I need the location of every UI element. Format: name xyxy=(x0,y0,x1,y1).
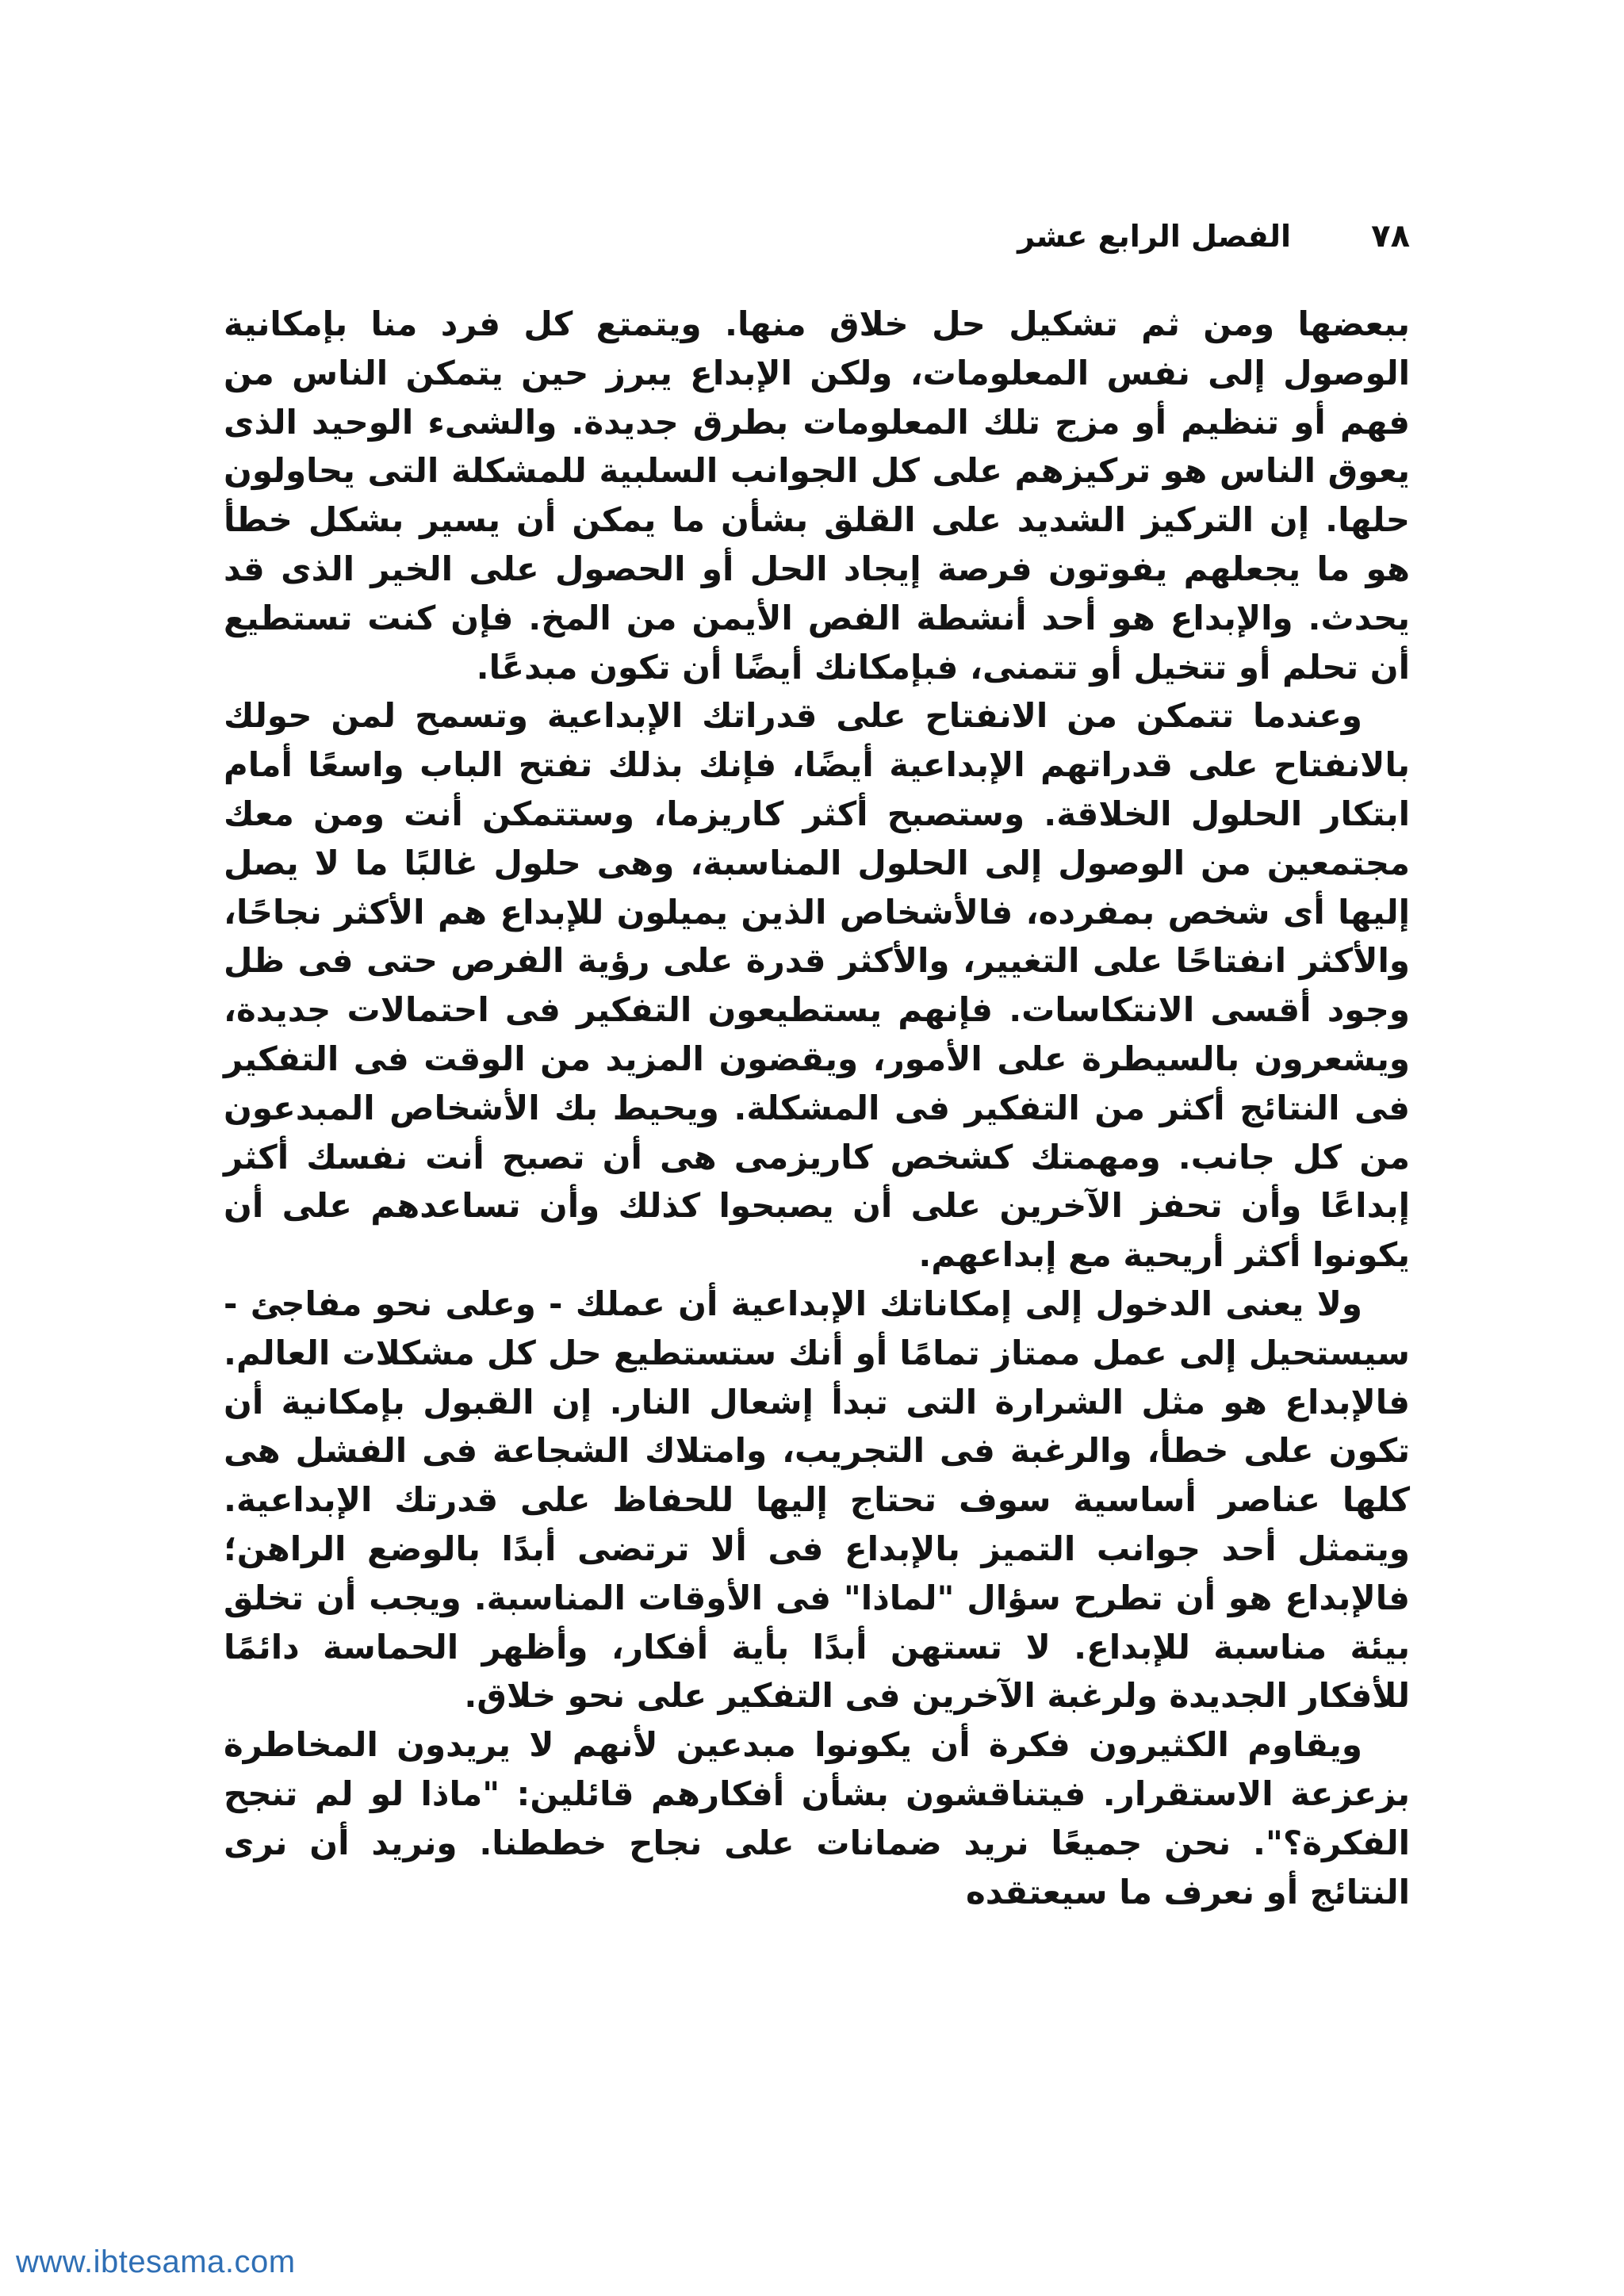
paragraph: وعندما تتمكن من الانفتاح على قدراتك الإبداعية وتسمح لمن حولك بالانفتاح على قدراتهم الإبداعية أيضًا، فإنك بذلك تفتح الباب واسعًا أمام ابتكار الحلول الخلاقة. وستصبح أكثر كاريزما، وستتمكن أنت ومن معك مجتمعين من الوصول إلى الحلول المناسبة، وهى حلول غالبًا ما لا يصل إليها أى شخص بمفرده، فالأشخاص الذين يميلون للإبداع هم الأكثر نجاحًا، والأكثر انفتاحًا على التغيير، والأكثر قدرة على رؤية الفرص حتى فى ظل وجود أقسى الانتكاسات. فإنهم يستطيعون التفكير فى احتمالات جديدة، ويشعرون بالسيطرة على الأمور، ويقضون المزيد من الوقت فى التفكير فى النتائج أكثر من التفكير فى المشكلة. ويحيط بك الأشخاص المبدعون من كل جانب. ومهمتك كشخص كاريزمى هى أن تصبح أنت نفسك أكثر إبداعًا وأن تحفز الآخرين على أن يصبحوا كذلك وأن تساعدهم على أن يكونوا أكثر أريحية مع إبداعهم. xyxy=(224,696,1410,1275)
page-header xyxy=(224,212,1410,260)
page-number: ٧٨ xyxy=(1371,218,1410,254)
site-watermark: www.ibtesama.com xyxy=(16,2244,296,2279)
paragraph: ويقاوم الكثيرون فكرة أن يكونوا مبدعين لأنهم لا يريدون المخاطرة بزعزعة الاستقرار. فيتناقشون بشأن أفكارهم قائلين: "ماذا لو لم تنجح الفكرة؟". نحن جميعًا نريد ضمانات على نجاح خططنا. ونريد أن نرى النتائج أو نعرف ما سيعتقده xyxy=(224,1725,1410,1911)
paragraph: ببعضها ومن ثم تشكيل حل خلاق منها. ويتمتع كل فرد منا بإمكانية الوصول إلى نفس المعلومات، ولكن الإبداع يبرز حين يتمكن الناس من فهم أو تنظيم أو مزج تلك المعلومات بطرق جديدة. والشىء الوحيد الذى يعوق الناس هو تركيزهم على كل الجوانب السلبية للمشكلة التى يحاولون حلها. إن التركيز الشديد على القلق بشأن ما يمكن أن يسير بشكل خطأ هو ما يجعلهم يفوتون فرصة إيجاد الحل أو الحصول على الخير الذى قد يحدث. والإبداع هو أحد أنشطة الفص الأيمن من المخ. فإن كنت تستطيع أن تحلم أو تتخيل أو تتمنى، فبإمكانك أيضًا أن تكون مبدعًا. xyxy=(224,304,1410,687)
chapter-title: الفصل الرابع عشر xyxy=(1017,219,1291,254)
paragraph: ولا يعنى الدخول إلى إمكاناتك الإبداعية أن عملك - وعلى نحو مفاجئ - سيستحيل إلى عمل ممتاز تمامًا أو أنك ستستطيع حل كل مشكلات العالم. فالإبداع هو مثل الشرارة التى تبدأ إشعال النار. إن القبول بإمكانية أن تكون على خطأ، والرغبة فى التجريب، وامتلاك الشجاعة فى الفشل هى كلها عناصر أساسية سوف تحتاج إليها للحفاظ على قدرتك الإبداعية. ويتمثل أحد جوانب التميز بالإبداع فى ألا ترتضى أبدًا بالوضع الراهن؛ فالإبداع هو أن تطرح سؤال "لماذا" فى الأوقات المناسبة. ويجب أن تخلق بيئة مناسبة للإبداع. لا تستهن أبدًا بأية أفكار، وأظهر الحماسة دائمًا للأفكار الجديدة ولرغبة الآخرين فى التفكير على نحو خلاق. xyxy=(224,1284,1410,1716)
body-text xyxy=(224,300,1410,1916)
